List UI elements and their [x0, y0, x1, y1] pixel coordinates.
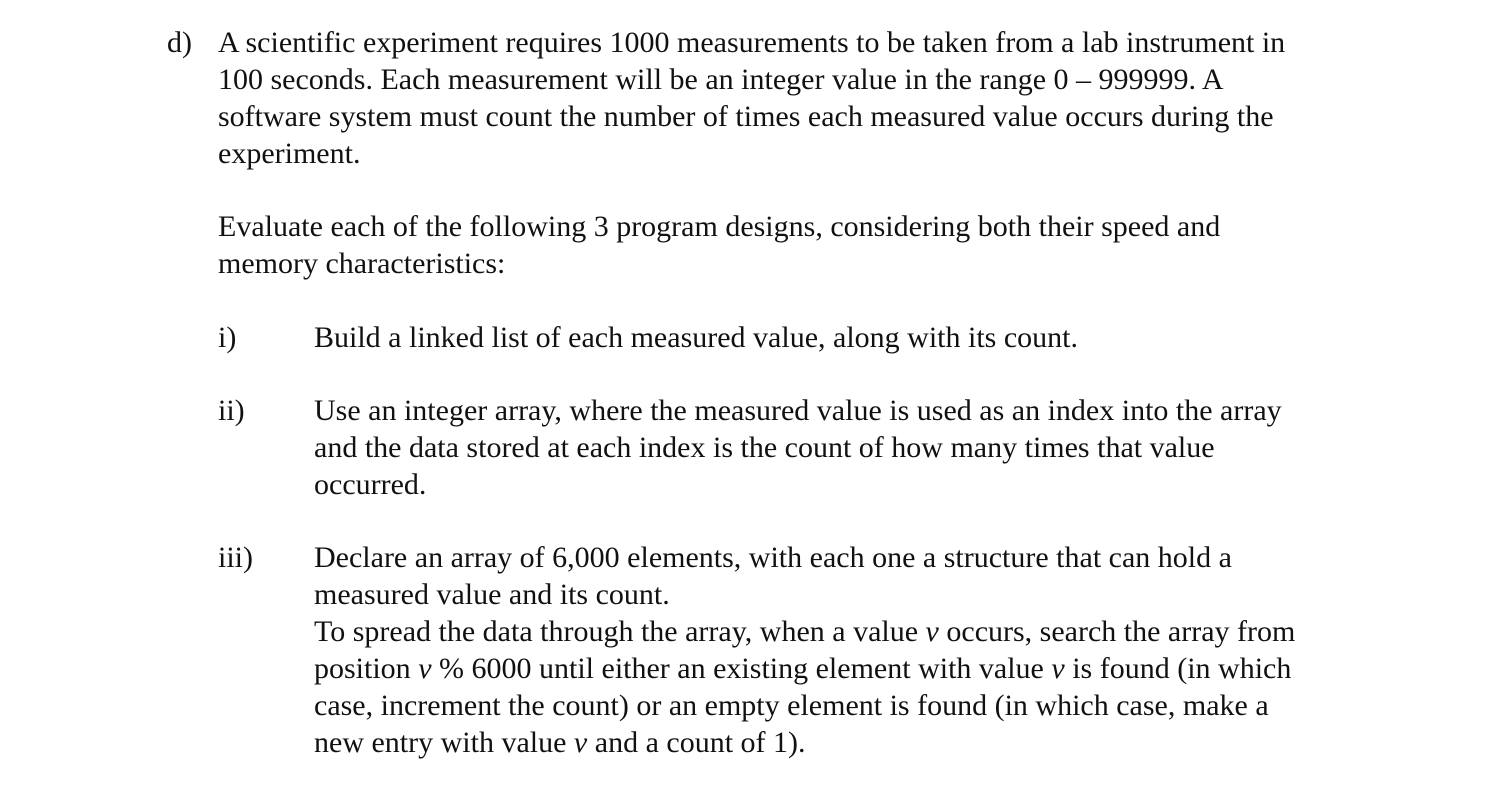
variable-v: v: [925, 615, 939, 648]
item-line: occurred.: [314, 468, 427, 501]
text-run: and a count of 1).: [587, 726, 806, 759]
item-text-i: [314, 319, 1414, 356]
text-run: % 6000 until either an existing element with value: [431, 652, 1052, 685]
variable-v: v: [573, 726, 588, 759]
text-run: To spread the data through the array, when a value: [314, 615, 926, 648]
intro-line: A scientific experiment requires 1000 measurements to be taken from a lab instrument in: [218, 26, 1286, 59]
intro-line: software system must count the number of times each measured value occurs during the: [218, 100, 1274, 133]
item-line-2: case, increment the count) or an empty element is found (in which case, make a: [314, 689, 1269, 722]
text-run: is found (in which: [1064, 652, 1292, 685]
item-line: Declare an array of 6,000 elements, with each one a structure that can hold a: [314, 541, 1232, 574]
item-line: and the data stored at each index is the count of how many times that value: [314, 431, 1215, 464]
item-number-ii: ii): [218, 394, 245, 427]
item-number-iii: iii): [218, 541, 253, 574]
text-run: position: [314, 652, 419, 685]
item-number-i: i): [218, 321, 237, 354]
item-line: Build a linked list of each measured value, along with its count.: [314, 321, 1078, 354]
question-prompt: [218, 208, 1398, 282]
item-text-iii: [314, 539, 1414, 761]
item-line-2: [314, 650, 1414, 687]
question-intro: [218, 24, 1398, 172]
variable-v: v: [418, 652, 432, 685]
text-run: occurs, search the array from: [938, 615, 1296, 648]
intro-line: experiment.: [218, 137, 361, 170]
question-label: d): [167, 26, 192, 59]
item-text-ii: [314, 392, 1414, 503]
item-line: Use an integer array, where the measured value is used as an index into the array: [314, 394, 1282, 427]
item-line: measured value and its count.: [314, 578, 670, 611]
item-line-2: [314, 724, 1414, 761]
text-run: new entry with value: [314, 726, 574, 759]
item-line-2: [314, 613, 1414, 650]
intro-line: 100 seconds. Each measurement will be an integer value in the range 0 – 999999. A: [218, 63, 1224, 96]
prompt-line: memory characteristics:: [218, 247, 506, 280]
variable-v: v: [1051, 652, 1065, 685]
prompt-line: Evaluate each of the following 3 program designs, considering both their speed and: [218, 210, 1221, 243]
